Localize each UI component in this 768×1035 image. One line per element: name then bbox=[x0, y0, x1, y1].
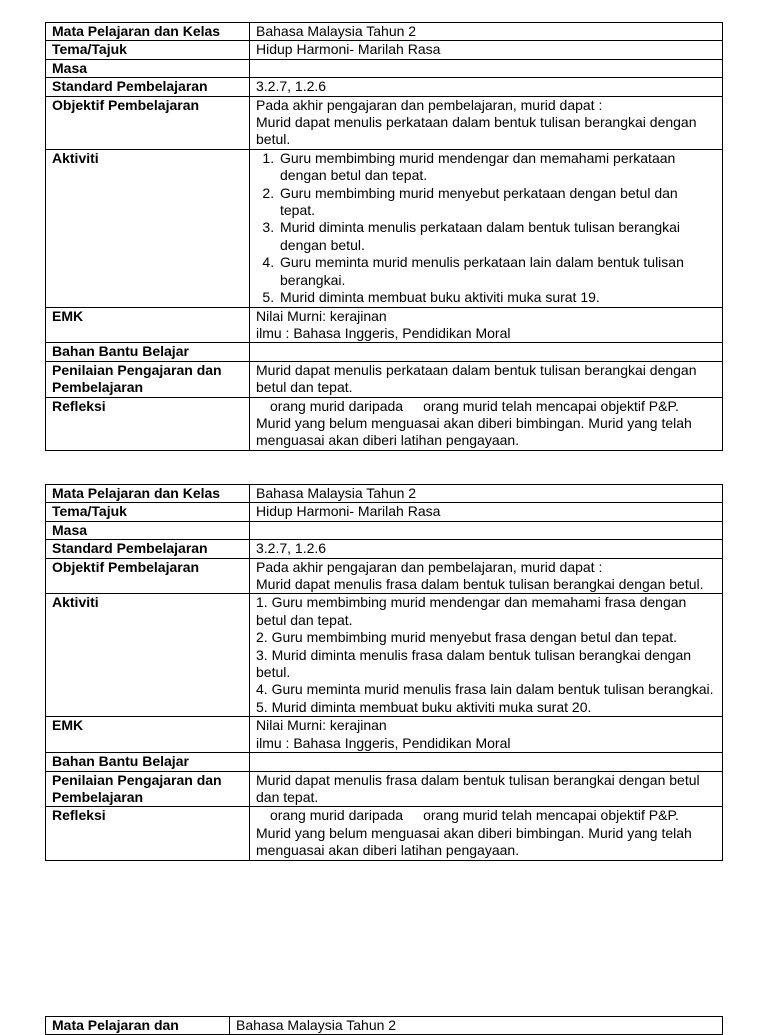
row-objective bbox=[46, 558, 723, 594]
activity-item: 1. Guru membimbing murid mendengar dan memahami perkataan dengan betul dan tepat. bbox=[278, 150, 716, 185]
objective-text: Murid dapat menulis frasa dalam bentuk tulisan berangkai dengan betul. bbox=[256, 576, 704, 593]
value-emk bbox=[250, 717, 723, 753]
value-theme: Hidup Harmoni- Marilah Rasa bbox=[250, 41, 723, 59]
row-activities bbox=[46, 594, 723, 717]
row-materials bbox=[46, 343, 723, 361]
label-emk: EMK bbox=[46, 717, 250, 753]
label-time: Masa bbox=[46, 521, 250, 539]
label-subject: Mata Pelajaran dan bbox=[46, 1017, 230, 1035]
lesson-plan-table-2 bbox=[45, 484, 723, 861]
value-emk bbox=[250, 307, 723, 343]
lesson-plan-table-3 bbox=[45, 1016, 723, 1035]
row-reflection bbox=[46, 397, 723, 450]
reflection-part-2: orang murid telah mencapai objektif P&P. bbox=[423, 807, 679, 824]
activity-item: 3. Murid diminta menulis frasa dalam bentuk tulisan berangkai dengan betul. bbox=[256, 646, 692, 681]
activity-item: 4. Guru meminta murid menulis perkataan lain dalam bentuk tulisan berangkai. bbox=[278, 254, 716, 289]
label-standard: Standard Pembelajaran bbox=[46, 540, 250, 558]
row-emk bbox=[46, 717, 723, 753]
label-materials: Bahan Bantu Belajar bbox=[46, 753, 250, 771]
label-standard: Standard Pembelajaran bbox=[46, 78, 250, 96]
value-activities bbox=[250, 149, 723, 307]
label-subject: Mata Pelajaran dan Kelas bbox=[46, 23, 250, 41]
objective-text: Murid dapat menulis perkataan dalam bentuk tulisan berangkai dengan betul. bbox=[256, 114, 697, 148]
label-activities: Aktiviti bbox=[46, 149, 250, 307]
value-standard: 3.2.7, 1.2.6 bbox=[250, 540, 723, 558]
reflection-part-1: orang murid daripada bbox=[270, 807, 404, 824]
row-standard bbox=[46, 78, 723, 96]
emk-line-1: Nilai Murni: kerajinan bbox=[256, 307, 387, 324]
row-emk bbox=[46, 307, 723, 343]
activity-item: 5. Murid diminta membuat buku aktiviti muka surat 19. bbox=[278, 289, 716, 306]
reflection-part-2: orang murid telah mencapai objektif P&P. bbox=[423, 397, 679, 414]
value-subject: Bahasa Malaysia Tahun 2 bbox=[230, 1017, 723, 1035]
value-standard: 3.2.7, 1.2.6 bbox=[250, 78, 723, 96]
objective-intro: Pada akhir pengajaran dan pembelajaran, murid dapat : bbox=[256, 96, 603, 113]
label-subject: Mata Pelajaran dan Kelas bbox=[46, 485, 250, 503]
label-reflection: Refleksi bbox=[46, 397, 250, 450]
label-time: Masa bbox=[46, 59, 250, 77]
label-reflection: Refleksi bbox=[46, 807, 250, 860]
value-objective bbox=[250, 96, 723, 149]
activity-list bbox=[256, 150, 716, 307]
activity-item: 3. Murid diminta menulis perkataan dalam bentuk tulisan berangkai dengan betul. bbox=[278, 219, 716, 254]
row-subject bbox=[46, 1017, 723, 1035]
reflection-text: Murid yang belum menguasai akan diberi bimbingan. Murid yang telah menguasai akan diberi latihan pengayaan. bbox=[256, 414, 692, 449]
row-activities bbox=[46, 149, 723, 307]
emk-line-2: ilmu : Bahasa Inggeris, Pendidikan Moral bbox=[256, 734, 511, 751]
emk-line-1: Nilai Murni: kerajinan bbox=[256, 717, 387, 734]
value-activities bbox=[250, 594, 723, 717]
activity-item: 2. Guru membimbing murid menyebut frasa dengan betul dan tepat. bbox=[256, 629, 678, 646]
row-subject bbox=[46, 23, 723, 41]
reflection-part-1: orang murid daripada bbox=[270, 397, 404, 414]
value-subject: Bahasa Malaysia Tahun 2 bbox=[250, 23, 723, 41]
objective-intro: Pada akhir pengajaran dan pembelajaran, murid dapat : bbox=[256, 558, 603, 575]
label-theme: Tema/Tajuk bbox=[46, 41, 250, 59]
value-reflection bbox=[250, 807, 723, 860]
label-emk: EMK bbox=[46, 307, 250, 343]
label-activities: Aktiviti bbox=[46, 594, 250, 717]
label-materials: Bahan Bantu Belajar bbox=[46, 343, 250, 361]
row-reflection bbox=[46, 807, 723, 860]
value-subject: Bahasa Malaysia Tahun 2 bbox=[250, 485, 723, 503]
row-time bbox=[46, 521, 723, 539]
row-theme bbox=[46, 41, 723, 59]
value-objective bbox=[250, 558, 723, 594]
label-objective: Objektif Pembelajaran bbox=[46, 96, 250, 149]
row-materials bbox=[46, 753, 723, 771]
activity-item: 5. Murid diminta membuat buku aktiviti muka surat 20. bbox=[256, 698, 592, 715]
value-theme: Hidup Harmoni- Marilah Rasa bbox=[250, 503, 723, 521]
reflection-line-1 bbox=[256, 807, 716, 824]
activity-item: 1. Guru membimbing murid mendengar dan memahami frasa dengan betul dan tepat. bbox=[256, 594, 687, 628]
value-time bbox=[250, 59, 723, 77]
reflection-text: Murid yang belum menguasai akan diberi bimbingan. Murid yang telah menguasai akan diberi latihan pengayaan. bbox=[256, 824, 692, 859]
label-objective: Objektif Pembelajaran bbox=[46, 558, 250, 594]
lesson-plan-table-1 bbox=[45, 22, 723, 451]
row-standard bbox=[46, 540, 723, 558]
row-time bbox=[46, 59, 723, 77]
value-reflection bbox=[250, 397, 723, 450]
row-subject bbox=[46, 485, 723, 503]
value-materials bbox=[250, 753, 723, 771]
row-objective bbox=[46, 96, 723, 149]
reflection-line-1 bbox=[256, 398, 716, 415]
activity-item: 2. Guru membimbing murid menyebut perkataan dengan betul dan tepat. bbox=[278, 185, 716, 220]
value-assessment: Murid dapat menulis perkataan dalam bentuk tulisan berangkai dengan betul dan tepat. bbox=[250, 361, 723, 397]
emk-line-2: ilmu : Bahasa Inggeris, Pendidikan Moral bbox=[256, 324, 511, 341]
label-assessment: Penilaian Pengajaran dan Pembelajaran bbox=[46, 771, 250, 807]
row-assessment bbox=[46, 771, 723, 807]
label-theme: Tema/Tajuk bbox=[46, 503, 250, 521]
value-time bbox=[250, 521, 723, 539]
value-materials bbox=[250, 343, 723, 361]
row-assessment bbox=[46, 361, 723, 397]
activity-item: 4. Guru meminta murid menulis frasa lain dalam bentuk tulisan berangkai. bbox=[256, 681, 714, 698]
row-theme bbox=[46, 503, 723, 521]
value-assessment: Murid dapat menulis frasa dalam bentuk tulisan berangkai dengan betul dan tepat. bbox=[250, 771, 723, 807]
label-assessment: Penilaian Pengajaran dan Pembelajaran bbox=[46, 361, 250, 397]
